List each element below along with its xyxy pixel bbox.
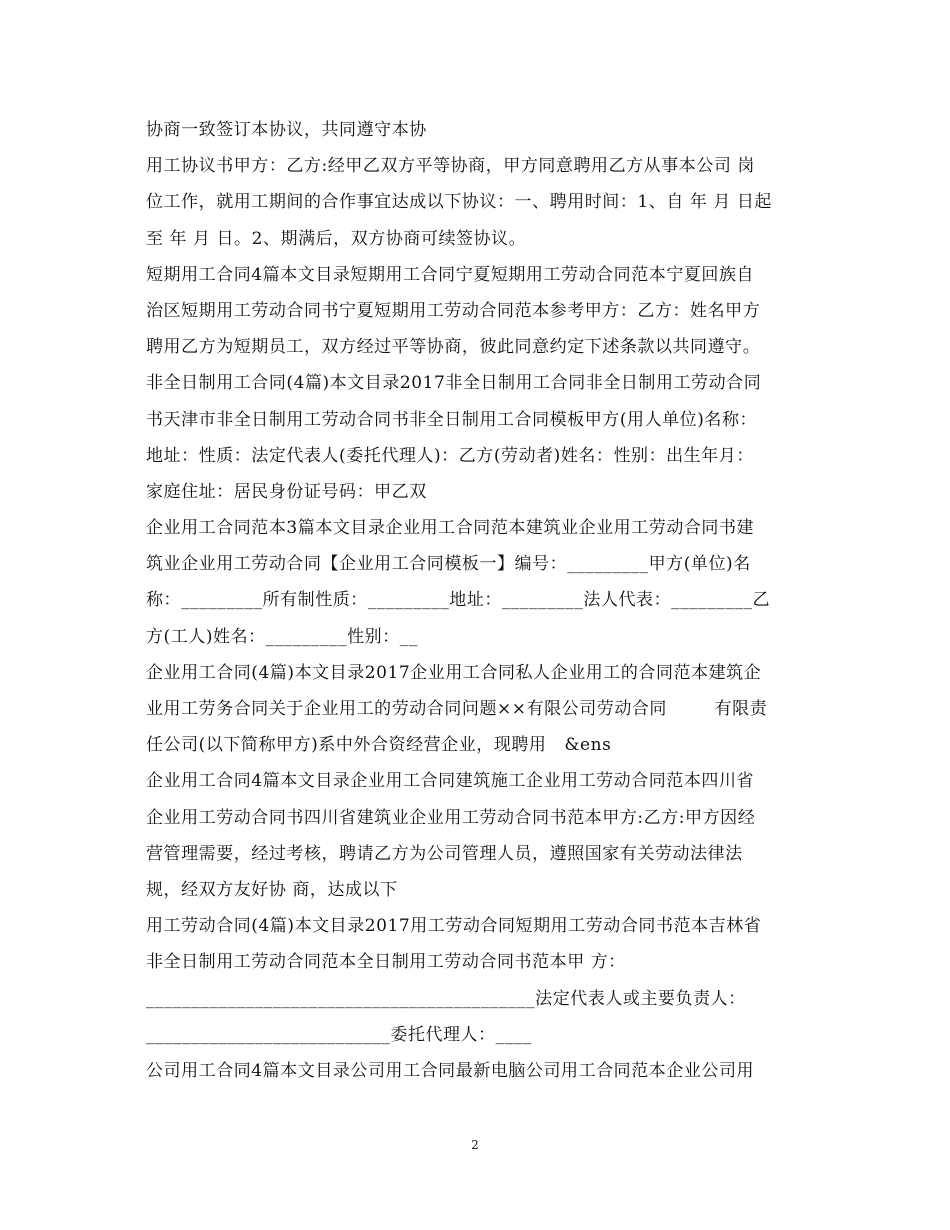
- text-line: 任公司(以下简称甲方)系中外合资经营企业，现聘用 &ens: [146, 735, 612, 756]
- text-line: 家庭住址：居民身份证号码：甲乙双: [146, 481, 427, 502]
- text-line: 筑业企业用工劳动合同【企业用工合同模板一】编号：_________甲方(单位)名: [146, 554, 751, 575]
- text-line: 短期用工合同4篇本文目录短期用工合同宁夏短期用工劳动合同范本宁夏回族自: [146, 264, 755, 285]
- text-line: ___________________________委托代理人：____: [146, 1024, 532, 1045]
- text-line: 用工劳动合同(4篇)本文目录2017用工劳动合同短期用工劳动合同书范本吉林省: [146, 916, 762, 937]
- text-line: 企业用工合同4篇本文目录企业用工合同建筑施工企业用工劳动合同范本四川省: [146, 771, 755, 792]
- page-number: 2: [471, 1138, 479, 1152]
- text-line: 用工协议书甲方：乙方:经甲乙双方平等协商，甲方同意聘用乙方从事本公司 岗: [146, 156, 755, 177]
- text-line: 书天津市非全日制用工劳动合同书非全日制用工合同模板甲方(用人单位)名称：: [146, 409, 758, 430]
- text-line: 称：_________所有制性质：_________地址：_________法人代表：_________乙: [146, 590, 771, 611]
- text-line: 业用工劳务合同关于企业用工的劳动合同问题××有限公司劳动合同 有限责: [146, 699, 768, 719]
- text-line: 非全日制用工合同(4篇)本文目录2017非全日制用工合同非全日制用工劳动合同: [146, 373, 762, 394]
- text-line: 方(工人)姓名：_________性别：__: [146, 626, 418, 647]
- text-line: 聘用乙方为短期员工，双方经过平等协商，彼此同意约定下述条款以共同遵守。: [146, 337, 761, 358]
- document-body: [146, 112, 806, 1089]
- text-line: 企业用工合同(4篇)本文目录2017企业用工合同私人企业用工的合同范本建筑企: [146, 662, 762, 683]
- text-line: 协商一致签订本协议，共同遵守本协: [146, 120, 427, 140]
- text-line: 非全日制用工劳动合同范本全日制用工劳动合同书范本甲 方：: [146, 952, 626, 973]
- text-line: 至 年 月 日。2、期满后，双方协商可续签协议。: [146, 228, 527, 249]
- text-line: 营管理需要，经过考核，聘请乙方为公司管理人员，遵照国家有关劳动法律法: [146, 843, 743, 864]
- text-line: 规，经双方友好协 商，达成以下: [146, 879, 398, 900]
- text-line: 企业用工劳动合同书四川省建筑业企业用工劳动合同书范本甲方:乙方:甲方因经: [146, 807, 756, 828]
- text-line: 地址：性质：法定代表人(委托代理人)：乙方(劳动者)姓名：性别：出生年月：: [146, 445, 754, 466]
- text-line: 企业用工合同范本3篇本文目录企业用工合同范本建筑业企业用工劳动合同书建: [146, 518, 755, 539]
- text-line: ___________________________________________法定代表人或主要负责人：: [146, 988, 746, 1009]
- text-line: 位工作，就用工期间的合作事宜达成以下协议：一、聘用时间：1、自 年 月 日起: [146, 192, 772, 213]
- text-line: 治区短期用工劳动合同书宁夏短期用工劳动合同范本参考甲方：乙方：姓名甲方: [146, 300, 761, 321]
- text-line: 公司用工合同4篇本文目录公司用工合同最新电脑公司用工合同范本企业公司用: [146, 1060, 755, 1081]
